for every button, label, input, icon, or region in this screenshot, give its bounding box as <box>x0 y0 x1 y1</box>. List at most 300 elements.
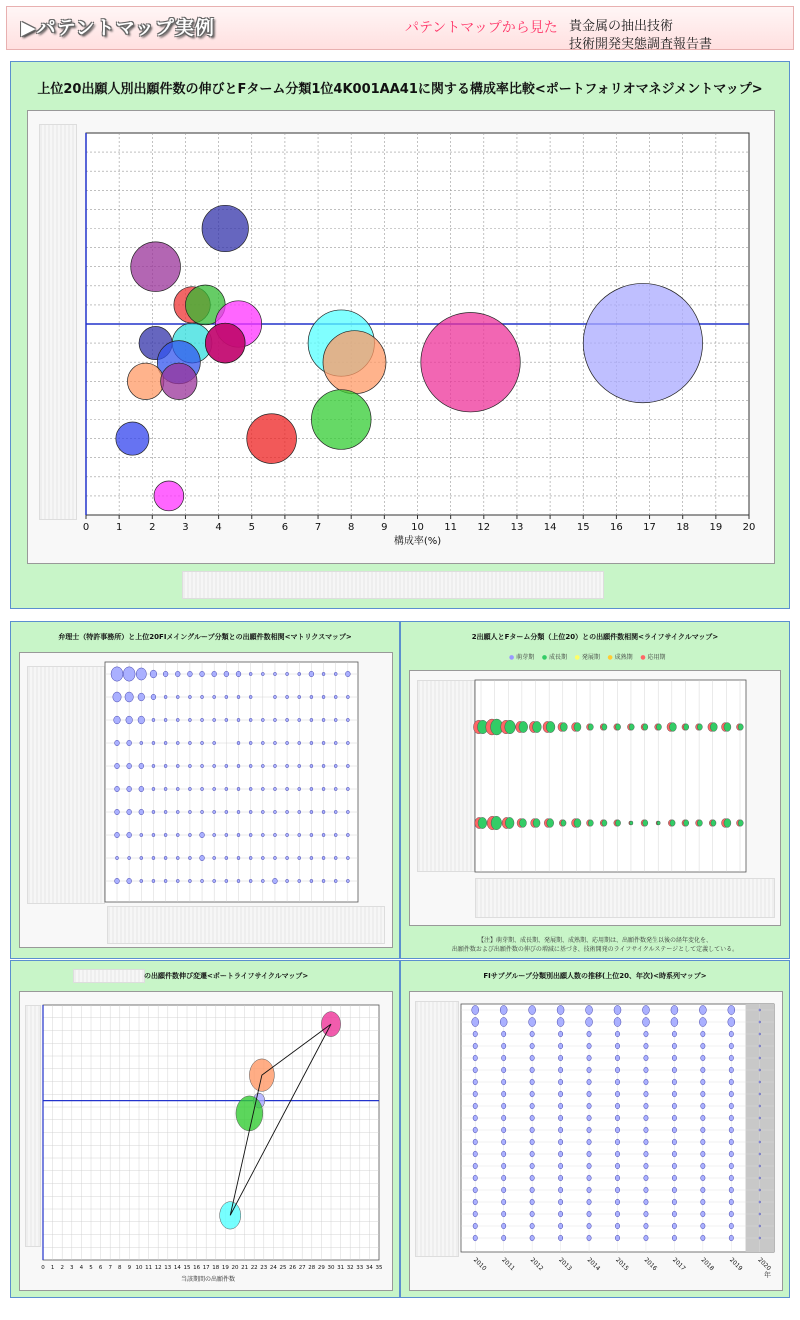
ts-data-bubble <box>701 1235 705 1241</box>
main-x-tick-label: 1 <box>115 522 123 533</box>
ts-data-bubble <box>671 1005 678 1014</box>
ts-data-bubble <box>728 1005 735 1014</box>
ts-data-bubble <box>672 1199 676 1205</box>
ts-data-bubble <box>473 1163 477 1169</box>
ts-data-bubble <box>729 1127 733 1133</box>
ts-data-bubble <box>615 1151 619 1157</box>
ts-data-bubble <box>644 1115 648 1121</box>
source-label: パテントマップから見た <box>405 20 558 36</box>
ts-data-bubble <box>644 1127 648 1133</box>
ts-data-bubble <box>672 1139 676 1145</box>
ts-data-bubble <box>729 1055 733 1061</box>
ts-data-bubble <box>729 1103 733 1109</box>
ts-data-bubble <box>701 1223 705 1229</box>
ts-data-bubble <box>530 1127 534 1133</box>
ts-data-bubble <box>473 1115 477 1121</box>
ts-data-bubble <box>530 1115 534 1121</box>
ts-data-bubble <box>759 1117 761 1119</box>
ts-data-bubble <box>558 1187 562 1193</box>
ts-data-bubble <box>529 1005 536 1014</box>
ts-data-bubble <box>701 1139 705 1145</box>
ts-data-bubble <box>473 1067 477 1073</box>
ts-data-bubble <box>587 1103 591 1109</box>
ts-data-bubble <box>759 1105 761 1107</box>
port-x-tick-label: 19 <box>221 1265 229 1271</box>
ts-data-bubble <box>729 1151 733 1157</box>
ts-data-bubble <box>473 1091 477 1097</box>
ts-data-bubble <box>615 1139 619 1145</box>
ts-data-bubble <box>558 1211 562 1217</box>
port-x-tick-label: 11 <box>145 1265 153 1271</box>
ts-data-bubble <box>642 1017 649 1026</box>
ts-data-bubble <box>587 1187 591 1193</box>
ts-data-bubble <box>530 1103 534 1109</box>
port-x-tick-label: 5 <box>89 1265 93 1271</box>
ts-data-bubble <box>501 1187 505 1193</box>
ts-data-bubble <box>615 1211 619 1217</box>
port-x-tick-label: 6 <box>98 1265 103 1271</box>
port-x-tick-label: 24 <box>269 1265 277 1271</box>
ts-data-bubble <box>644 1043 648 1049</box>
ts-data-bubble <box>759 1093 761 1095</box>
ts-data-bubble <box>558 1199 562 1205</box>
ts-data-bubble <box>501 1079 505 1085</box>
main-x-tick-label: 17 <box>643 522 656 533</box>
ts-data-bubble <box>615 1175 619 1181</box>
ts-data-bubble <box>644 1091 648 1097</box>
ts-data-bubble <box>587 1067 591 1073</box>
ts-data-bubble <box>615 1127 619 1133</box>
port-x-tick-label: 1 <box>50 1265 55 1271</box>
ts-data-bubble <box>701 1079 705 1085</box>
ts-data-bubble <box>759 1201 761 1203</box>
ts-data-bubble <box>530 1091 534 1097</box>
ts-data-bubble <box>644 1163 648 1169</box>
ts-data-bubble <box>500 1017 507 1026</box>
ts-data-bubble <box>501 1127 505 1133</box>
ts-data-bubble <box>729 1091 733 1097</box>
ts-data-bubble <box>759 1177 761 1179</box>
main-chart-title: 上位20出願人別出願件数の伸びとFターム分類1位4K001AA41に関する構成率比較<ポートフォリオマネジメントマップ> <box>37 82 763 97</box>
ts-data-bubble <box>642 1005 649 1014</box>
ts-data-bubble <box>615 1067 619 1073</box>
ts-data-bubble <box>701 1199 705 1205</box>
ts-data-bubble <box>501 1163 505 1169</box>
port-x-tick-label: 4 <box>79 1265 84 1271</box>
ts-data-bubble <box>644 1079 648 1085</box>
port-x-tick-label: 0 <box>41 1265 45 1271</box>
ts-year-label: 2012 <box>528 1256 545 1273</box>
ts-data-bubble <box>759 1081 761 1083</box>
ts-data-bubble <box>672 1223 676 1229</box>
port-x-tick-label: 14 <box>173 1265 181 1271</box>
port-x-tick-label: 2 <box>60 1265 64 1271</box>
ts-data-bubble <box>557 1017 564 1026</box>
main-x-tick-label: 7 <box>314 522 322 533</box>
ts-data-bubble <box>473 1175 477 1181</box>
ts-data-bubble <box>729 1235 733 1241</box>
ts-data-bubble <box>759 1153 761 1155</box>
legend-item-development: ● 発展期 <box>574 654 600 661</box>
main-x-tick-label: 19 <box>709 522 723 533</box>
port-x-tick-label: 34 <box>365 1265 373 1271</box>
ts-data-bubble <box>558 1031 562 1037</box>
main-x-tick-label: 8 <box>348 522 355 533</box>
ts-data-bubble <box>701 1031 705 1037</box>
ts-data-bubble <box>644 1031 648 1037</box>
ts-data-bubble <box>473 1043 477 1049</box>
ts-data-bubble <box>644 1211 648 1217</box>
ts-year-label: 2017 <box>670 1256 687 1273</box>
ts-data-bubble <box>558 1235 562 1241</box>
legend-label: 萌芽期 <box>516 654 535 661</box>
ts-data-bubble <box>672 1187 676 1193</box>
ts-data-bubble <box>473 1199 477 1205</box>
ts-year-suffix: 年 <box>764 1271 771 1279</box>
ts-data-bubble <box>501 1055 505 1061</box>
ts-data-bubble <box>587 1031 591 1037</box>
ts-data-bubble <box>558 1151 562 1157</box>
ts-data-bubble <box>614 1005 621 1014</box>
ts-data-bubble <box>587 1139 591 1145</box>
ts-data-bubble <box>672 1079 676 1085</box>
main-x-tick-label: 16 <box>610 522 623 533</box>
ts-data-bubble <box>473 1151 477 1157</box>
ts-data-bubble <box>644 1235 648 1241</box>
ts-data-bubble <box>587 1199 591 1205</box>
ts-data-bubble <box>501 1115 505 1121</box>
ts-data-bubble <box>530 1235 534 1241</box>
ts-data-bubble <box>558 1103 562 1109</box>
ts-data-bubble <box>586 1005 593 1014</box>
ts-year-label: 2020 <box>756 1256 773 1273</box>
ts-data-bubble <box>558 1067 562 1073</box>
lifecycle-chart-title: 2出願人とFターム分類（上位20）との出願件数相関<ライフサイクルマップ> <box>471 633 719 641</box>
ts-data-bubble <box>586 1017 593 1026</box>
main-x-tick-label: 3 <box>182 522 189 533</box>
ts-year-label: 2016 <box>642 1256 659 1273</box>
port-x-tick-label: 32 <box>346 1265 354 1271</box>
ts-data-bubble <box>558 1175 562 1181</box>
ts-data-bubble <box>759 1045 761 1047</box>
ts-data-bubble <box>672 1031 676 1037</box>
ts-data-bubble <box>473 1127 477 1133</box>
legend-item-germination: ● 萌芽期 <box>509 654 535 661</box>
ts-data-bubble <box>615 1235 619 1241</box>
port-x-tick-label: 17 <box>202 1265 210 1271</box>
ts-data-bubble <box>672 1055 676 1061</box>
ts-data-bubble <box>759 1141 761 1143</box>
port-x-tick-label: 33 <box>356 1265 364 1271</box>
ts-data-bubble <box>500 1005 507 1014</box>
ts-data-bubble <box>615 1031 619 1037</box>
ts-data-bubble <box>615 1187 619 1193</box>
ts-data-bubble <box>501 1067 505 1073</box>
port-x-tick-label: 13 <box>164 1265 172 1271</box>
ts-data-bubble <box>530 1223 534 1229</box>
ts-data-bubble <box>615 1043 619 1049</box>
ts-data-bubble <box>501 1175 505 1181</box>
ts-data-bubble <box>501 1043 505 1049</box>
ts-data-bubble <box>473 1223 477 1229</box>
legend-label: 発展期 <box>581 654 600 661</box>
port-x-tick-label: 18 <box>212 1265 220 1271</box>
ts-data-bubble <box>530 1187 534 1193</box>
ts-data-bubble <box>587 1055 591 1061</box>
main-x-tick-label: 20 <box>742 522 756 533</box>
ts-data-bubble <box>672 1163 676 1169</box>
ts-data-bubble <box>759 1213 761 1215</box>
ts-data-bubble <box>472 1017 479 1026</box>
lifecycle-note-line2: 出願件数および出願件数の伸びの増減に基づき、技術開発のライフサイクルステージとして定義している。 <box>451 946 739 953</box>
port-x-tick-label: 30 <box>327 1265 335 1271</box>
ts-data-bubble <box>644 1055 648 1061</box>
ts-data-bubble <box>701 1103 705 1109</box>
ts-data-bubble <box>672 1103 676 1109</box>
ts-data-bubble <box>615 1055 619 1061</box>
port-x-tick-label: 27 <box>298 1265 306 1271</box>
ts-data-bubble <box>501 1091 505 1097</box>
ts-data-bubble <box>530 1175 534 1181</box>
port-x-tick-label: 23 <box>260 1265 268 1271</box>
ts-data-bubble <box>701 1163 705 1169</box>
ts-chart-title: FIサブグループ分類別出願人数の推移(上位20、年次)<時系列マップ> <box>483 972 707 980</box>
ts-data-bubble <box>759 1237 761 1239</box>
ts-data-bubble <box>672 1175 676 1181</box>
ts-data-bubble <box>672 1127 676 1133</box>
ts-data-bubble <box>557 1005 564 1014</box>
ts-data-bubble <box>587 1091 591 1097</box>
ts-data-bubble <box>759 1129 761 1131</box>
ts-data-bubble <box>672 1115 676 1121</box>
ts-data-bubble <box>530 1079 534 1085</box>
ts-year-label: 2014 <box>585 1256 602 1273</box>
ts-data-bubble <box>729 1223 733 1229</box>
ts-data-bubble <box>587 1043 591 1049</box>
ts-data-bubble <box>530 1139 534 1145</box>
ts-data-bubble <box>615 1091 619 1097</box>
ts-data-bubble <box>501 1235 505 1241</box>
ts-data-bubble <box>672 1067 676 1073</box>
ts-data-bubble <box>587 1211 591 1217</box>
ts-data-bubble <box>587 1079 591 1085</box>
ts-data-bubble <box>473 1187 477 1193</box>
ts-data-bubble <box>472 1005 479 1014</box>
main-x-tick-label: 15 <box>576 522 590 533</box>
ts-data-bubble <box>501 1211 505 1217</box>
ts-year-label: 2010 <box>471 1256 488 1273</box>
ts-data-bubble <box>759 1021 761 1023</box>
port-chart-title: の出願件数伸び変遷<ポートライフサイクルマップ> <box>144 972 309 980</box>
main-x-tick-label: 10 <box>411 522 424 533</box>
lifecycle-note-line1: 【注】萌芽期、成長期、発展期、成熟期、応用期は、出願件数発生以後の経年変化を、 <box>477 937 712 944</box>
ts-data-bubble <box>671 1017 678 1026</box>
port-x-tick-label: 16 <box>193 1265 201 1271</box>
port-x-tick-label: 28 <box>308 1265 316 1271</box>
ts-data-bubble <box>530 1163 534 1169</box>
ts-data-bubble <box>558 1223 562 1229</box>
ts-data-bubble <box>501 1199 505 1205</box>
port-x-tick-label: 31 <box>337 1265 345 1271</box>
port-x-tick-label: 12 <box>154 1265 162 1271</box>
ts-year-label: 2018 <box>699 1256 716 1273</box>
ts-data-bubble <box>759 1165 761 1167</box>
ts-data-bubble <box>672 1043 676 1049</box>
main-x-axis-label: 構成率(%) <box>393 536 442 547</box>
ts-data-bubble <box>615 1115 619 1121</box>
ts-data-bubble <box>558 1079 562 1085</box>
ts-year-label: 2015 <box>614 1256 630 1273</box>
ts-data-bubble <box>530 1067 534 1073</box>
port-x-tick-label: 15 <box>183 1265 191 1271</box>
ts-data-bubble <box>558 1115 562 1121</box>
matrix-chart-title: 弁理士（特許事務所）と上位20FIメイングループ分類との出願件数相関<マトリクスマップ> <box>58 633 352 641</box>
ts-data-bubble <box>644 1139 648 1145</box>
report-title-line1: 貴金属の抽出技術 <box>569 19 674 34</box>
main-x-tick-label: 18 <box>676 522 690 533</box>
ts-data-bubble <box>644 1199 648 1205</box>
port-x-tick-label: 21 <box>241 1265 249 1271</box>
ts-year-label: 2019 <box>727 1256 744 1273</box>
ts-data-bubble <box>530 1043 534 1049</box>
main-x-tick-label: 2 <box>149 522 156 533</box>
ts-data-bubble <box>701 1043 705 1049</box>
ts-data-bubble <box>644 1175 648 1181</box>
ts-data-bubble <box>729 1079 733 1085</box>
ts-data-bubble <box>728 1017 735 1026</box>
ts-data-bubble <box>587 1175 591 1181</box>
ts-data-bubble <box>672 1151 676 1157</box>
legend-item-application: ● 応用期 <box>640 654 666 661</box>
ts-data-bubble <box>701 1067 705 1073</box>
ts-data-bubble <box>558 1043 562 1049</box>
main-x-tick-label: 14 <box>543 522 557 533</box>
port-x-tick-label: 7 <box>108 1265 112 1271</box>
ts-data-bubble <box>729 1115 733 1121</box>
ts-data-bubble <box>644 1151 648 1157</box>
ts-data-bubble <box>644 1067 648 1073</box>
ts-data-bubble <box>529 1017 536 1026</box>
legend-label: 応用期 <box>647 654 666 661</box>
ts-data-bubble <box>587 1151 591 1157</box>
ts-data-bubble <box>699 1005 706 1014</box>
ts-data-bubble <box>530 1031 534 1037</box>
port-x-tick-label: 25 <box>279 1265 287 1271</box>
ts-data-bubble <box>729 1175 733 1181</box>
ts-data-bubble <box>729 1199 733 1205</box>
ts-data-bubble <box>615 1103 619 1109</box>
legend-label: 成長期 <box>549 654 568 661</box>
ts-data-bubble <box>701 1151 705 1157</box>
ts-data-bubble <box>701 1115 705 1121</box>
report-title-line2: 技術開発実態調査報告書 <box>569 37 713 52</box>
main-x-tick-label: 13 <box>510 522 524 533</box>
ts-data-bubble <box>729 1031 733 1037</box>
ts-data-bubble <box>587 1235 591 1241</box>
ts-data-bubble <box>558 1055 562 1061</box>
ts-data-bubble <box>644 1223 648 1229</box>
legend-label: 成熟期 <box>614 654 633 661</box>
port-x-tick-label: 10 <box>135 1265 143 1271</box>
ts-data-bubble <box>587 1163 591 1169</box>
ts-data-bubble <box>701 1175 705 1181</box>
ts-data-bubble <box>587 1223 591 1229</box>
ts-data-bubble <box>473 1031 477 1037</box>
ts-data-bubble <box>701 1091 705 1097</box>
ts-data-bubble <box>759 1069 761 1071</box>
ts-data-bubble <box>759 1057 761 1059</box>
ts-data-bubble <box>615 1079 619 1085</box>
port-x-tick-label: 20 <box>231 1265 239 1271</box>
port-x-tick-label: 35 <box>375 1265 383 1271</box>
ts-data-bubble <box>672 1235 676 1241</box>
legend-item-maturity: ● 成熟期 <box>607 654 633 661</box>
ts-data-bubble <box>701 1211 705 1217</box>
ts-data-bubble <box>759 1189 761 1191</box>
ts-data-bubble <box>672 1211 676 1217</box>
ts-year-label: 2013 <box>557 1256 573 1273</box>
ts-data-bubble <box>615 1199 619 1205</box>
ts-data-bubble <box>759 1009 761 1011</box>
ts-data-bubble <box>558 1127 562 1133</box>
ts-data-bubble <box>473 1055 477 1061</box>
ts-data-bubble <box>701 1127 705 1133</box>
ts-data-bubble <box>501 1031 505 1037</box>
ts-data-bubble <box>473 1211 477 1217</box>
ts-data-bubble <box>644 1187 648 1193</box>
ts-data-bubble <box>587 1127 591 1133</box>
ts-data-bubble <box>530 1055 534 1061</box>
ts-data-bubble <box>729 1187 733 1193</box>
ts-data-bubble <box>558 1163 562 1169</box>
ts-data-bubble <box>759 1033 761 1035</box>
ts-data-bubble <box>473 1139 477 1145</box>
ts-data-bubble <box>729 1067 733 1073</box>
ts-data-bubble <box>729 1163 733 1169</box>
ts-data-bubble <box>614 1017 621 1026</box>
ts-data-bubble <box>699 1017 706 1026</box>
ts-data-bubble <box>729 1211 733 1217</box>
port-x-tick-label: 22 <box>250 1265 258 1271</box>
ts-data-bubble <box>530 1199 534 1205</box>
main-x-tick-label: 4 <box>215 522 222 533</box>
ts-data-bubble <box>644 1103 648 1109</box>
main-x-tick-label: 6 <box>281 522 289 533</box>
port-x-tick-label: 26 <box>289 1265 297 1271</box>
main-x-tick-label: 11 <box>444 522 458 533</box>
main-x-tick-label: 0 <box>82 522 90 533</box>
ts-data-bubble <box>672 1091 676 1097</box>
main-x-tick-label: 12 <box>477 522 491 533</box>
ts-data-bubble <box>701 1055 705 1061</box>
page-title: ▶パテントマップ実例 <box>21 17 215 39</box>
ts-data-bubble <box>587 1115 591 1121</box>
ts-data-bubble <box>558 1091 562 1097</box>
main-x-tick-label: 5 <box>248 522 255 533</box>
ts-data-bubble <box>530 1211 534 1217</box>
main-x-tick-label: 9 <box>381 522 388 533</box>
port-x-tick-label: 3 <box>70 1265 74 1271</box>
ts-data-bubble <box>473 1079 477 1085</box>
port-x-tick-label: 29 <box>317 1265 325 1271</box>
ts-data-bubble <box>729 1139 733 1145</box>
ts-data-bubble <box>615 1163 619 1169</box>
ts-data-bubble <box>501 1151 505 1157</box>
ts-data-bubble <box>701 1187 705 1193</box>
port-x-tick-label: 8 <box>118 1265 122 1271</box>
ts-data-bubble <box>558 1139 562 1145</box>
ts-data-bubble <box>759 1225 761 1227</box>
